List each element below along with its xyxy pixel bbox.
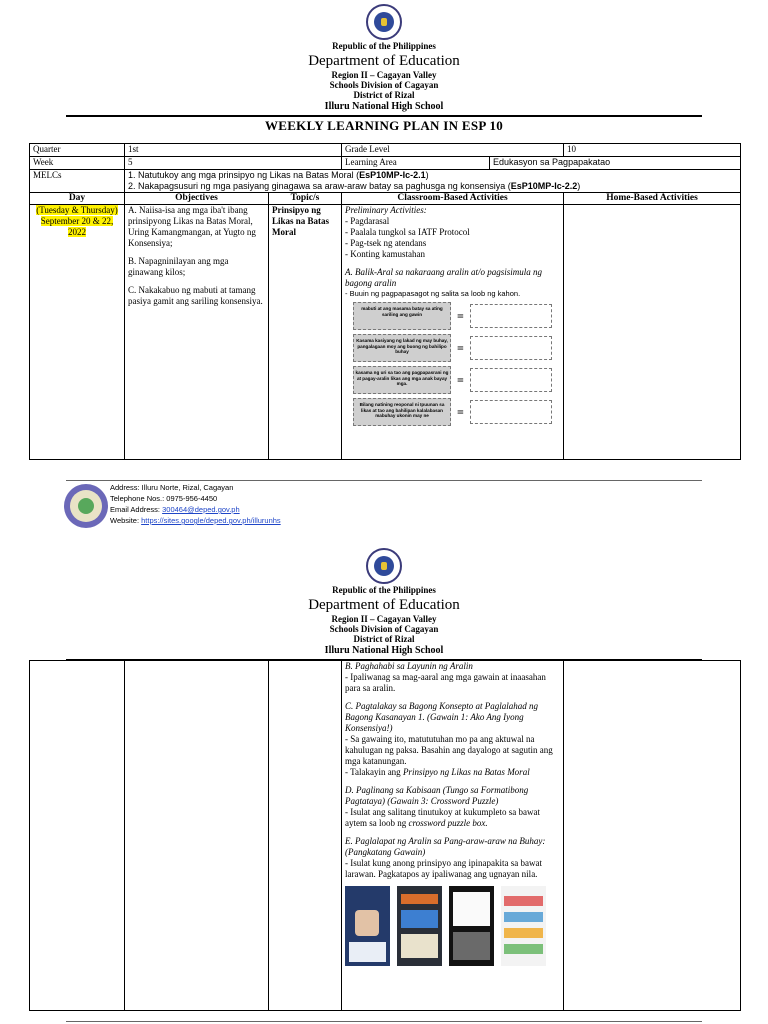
section-c-text: - Sa gawaing ito, matututuhan mo pa ang aktuwal na kahulugan ng paksa. Basahin ang dayalogo at sagutin ang mga katanungan. <box>345 734 553 766</box>
grade-value: 10 <box>564 144 741 157</box>
republic-text: Republic of the Philippines <box>332 41 436 51</box>
content-row <box>30 661 741 1011</box>
school-contact <box>110 482 281 526</box>
objective-a: A. Naiisa-isa ang mga iba't ibang prinsipyong Likas na Batas Moral, Uring Kamangmangan, at Yugto ng Konsensiya; <box>128 205 256 248</box>
objective-c: C. Nakakabuo ng mabuti at tamang pasiya gamit ang sariling konsensiya. <box>128 285 263 306</box>
topic-cell <box>269 661 342 1011</box>
header-rule <box>66 115 702 117</box>
day-cell <box>30 661 125 1011</box>
week-value: 5 <box>125 157 342 170</box>
activity-image <box>449 886 494 966</box>
classroom-cell <box>342 661 564 1011</box>
balik-aral-title: A. Balik-Aral sa nakaraang aralin at/o pagsisimula ng bagong aralin <box>345 267 543 288</box>
section-e-text: - Isulat kung anong prinsipyo ang ipinapakita sa bawat larawan. Pagkatapos ay ipaliwanag ang ugnayan nila. <box>345 858 542 879</box>
col-objectives: Objectives <box>125 193 269 205</box>
balik-aral-instruction: - Buuin ng pagpapasagot ng salita sa loob ng kahon. <box>345 289 521 298</box>
prelim-item: - Pagdarasal <box>345 216 390 226</box>
melc-2: 2. Nakapagsusuri ng mga pasiyang ginagawa sa araw-araw batay sa paghusga ng konsensiya (EsP10MP-Ic-2.2) <box>128 181 581 191</box>
section-b-text: - Ipaliwanag sa mag-aaral ang mga gawain at inaasahan para sa aralin. <box>345 672 546 693</box>
division-text: Schools Division of Cagayan <box>329 624 439 634</box>
website-line: Website: https://sites.google/deped.gov.ph/illurunhs <box>110 516 281 525</box>
section-b-title: B. Paghahabi sa Layunin ng Aralin <box>345 661 473 671</box>
melc-1: 1. Natutukoy ang mga prinsipyo ng Likas na Batas Moral (EsP10MP-Ic-2.1) <box>128 170 429 180</box>
prelim-item: - Pag-tsek ng atendans <box>345 238 427 248</box>
classroom-cell <box>342 205 564 460</box>
section-d-title: D. Paglinang sa Kabisaan (Tungo sa Formatibong Pagtataya) (Gawain 3: Crossword Puzzle) <box>345 785 529 806</box>
department-title: Department of Education <box>308 53 460 69</box>
section-e-title: E. Paglalapat ng Aralin sa Pang-araw-araw na Buhay: (Pangkatang Gawain) <box>345 836 546 857</box>
division-text: Schools Division of Cagayan <box>329 80 439 90</box>
col-classroom: Classroom-Based Activities <box>342 193 564 205</box>
activity-image <box>501 886 546 966</box>
plan-table <box>29 143 741 460</box>
melcs-row <box>30 170 741 193</box>
melcs-list <box>125 170 741 193</box>
column-header-row <box>30 193 741 205</box>
home-cell <box>564 661 741 1011</box>
topic-cell: Prinsipyo ng Likas na Batas Moral <box>269 205 342 460</box>
prelim-item: - Paalala tungkol sa IATF Protocol <box>345 227 470 237</box>
website-link[interactable]: https://sites.google/deped.gov.ph/illurunhs <box>141 516 281 525</box>
email-link[interactable]: 300464@deped.gov.ph <box>162 505 240 514</box>
word-box-3: kasama ng uri sa tao ang pagpapasrani ng at pagay-aralin likas ang mga anak bayay mga. = <box>353 366 560 394</box>
school-name: Illuru National High School <box>324 645 444 656</box>
phone-text: Telephone Nos.: 0975-956-4450 <box>110 494 218 503</box>
activity-image <box>345 886 390 966</box>
deped-seal <box>366 548 402 584</box>
grade-label: Grade Level <box>342 144 564 157</box>
col-day: Day <box>30 193 125 205</box>
quarter-label: Quarter <box>30 144 125 157</box>
activity-image <box>397 886 442 966</box>
footer-rule <box>66 480 702 481</box>
col-topics: Topic/s <box>269 193 342 205</box>
week-row <box>30 157 741 170</box>
plan-title: WEEKLY LEARNING PLAN IN ESP 10 <box>264 118 504 133</box>
day-cell <box>30 205 125 460</box>
word-box-4: Bilang natining reoponal ni Ipuunan sa likas at tao ang bahilipan kalalabasan mabuhay ukonin may ne = <box>353 398 560 426</box>
school-name: Illuru National High School <box>324 101 444 112</box>
word-box-2: Kasama kasiyang ng lakad ng may buhay, pangalagaan moy ang buong ng bahilipo buhay = <box>353 334 560 362</box>
objectives-cell <box>125 205 269 460</box>
activity-images <box>345 886 560 966</box>
quarter-row <box>30 144 741 157</box>
section-c-text2: - Talakayin ang Prinsipyo ng Likas na Batas Moral <box>345 767 530 777</box>
word-box-1: mabuti at ang masama batay sa ating sariling ang gawin = <box>353 302 560 330</box>
quarter-value: 1st <box>125 144 342 157</box>
district-text: District of Rizal <box>353 634 415 644</box>
melcs-label: MELCs <box>30 170 125 193</box>
section-d-text: - Isulat ang salitang tinutukoy at kukumpleto sa bawat aytem sa loob ng crossword puzzle box. <box>345 807 540 828</box>
section-c-title: C. Pagtalakay sa Bagong Konsepto at Paglalahad ng Bagong Kasanayan 1. (Gawain 1: Ako Ang Iyong Konsensiya!) <box>345 701 538 733</box>
area-label: Learning Area <box>342 157 490 170</box>
region-text: Region II – Cagayan Valley <box>331 614 437 624</box>
objectives-cell <box>125 661 269 1011</box>
school-logo <box>64 484 108 528</box>
col-home: Home-Based Activities <box>564 193 741 205</box>
prelim-item: - Konting kamustahan <box>345 249 426 259</box>
plan-table-continued <box>29 660 741 1011</box>
address-text: Address: Illuru Norte, Rizal, Cagayan <box>110 483 234 492</box>
day-text: (Tuesday & Thursday) September 20 & 22, 2022 <box>36 205 118 237</box>
prelim-title: Preliminary Activities: <box>345 205 427 215</box>
area-value: Edukasyon sa Pagpapakatao <box>490 157 741 170</box>
content-row <box>30 205 741 460</box>
home-cell <box>564 205 741 460</box>
district-text: District of Rizal <box>353 90 415 100</box>
email-line: Email Address: 300464@deped.gov.ph <box>110 505 240 514</box>
deped-seal <box>366 4 402 40</box>
department-title: Department of Education <box>308 597 460 613</box>
bottom-rule <box>66 1021 702 1022</box>
week-label: Week <box>30 157 125 170</box>
objective-b: B. Napagninilayan ang mga ginawang kilos; <box>128 256 229 277</box>
republic-text: Republic of the Philippines <box>332 585 436 595</box>
region-text: Region II – Cagayan Valley <box>331 70 437 80</box>
